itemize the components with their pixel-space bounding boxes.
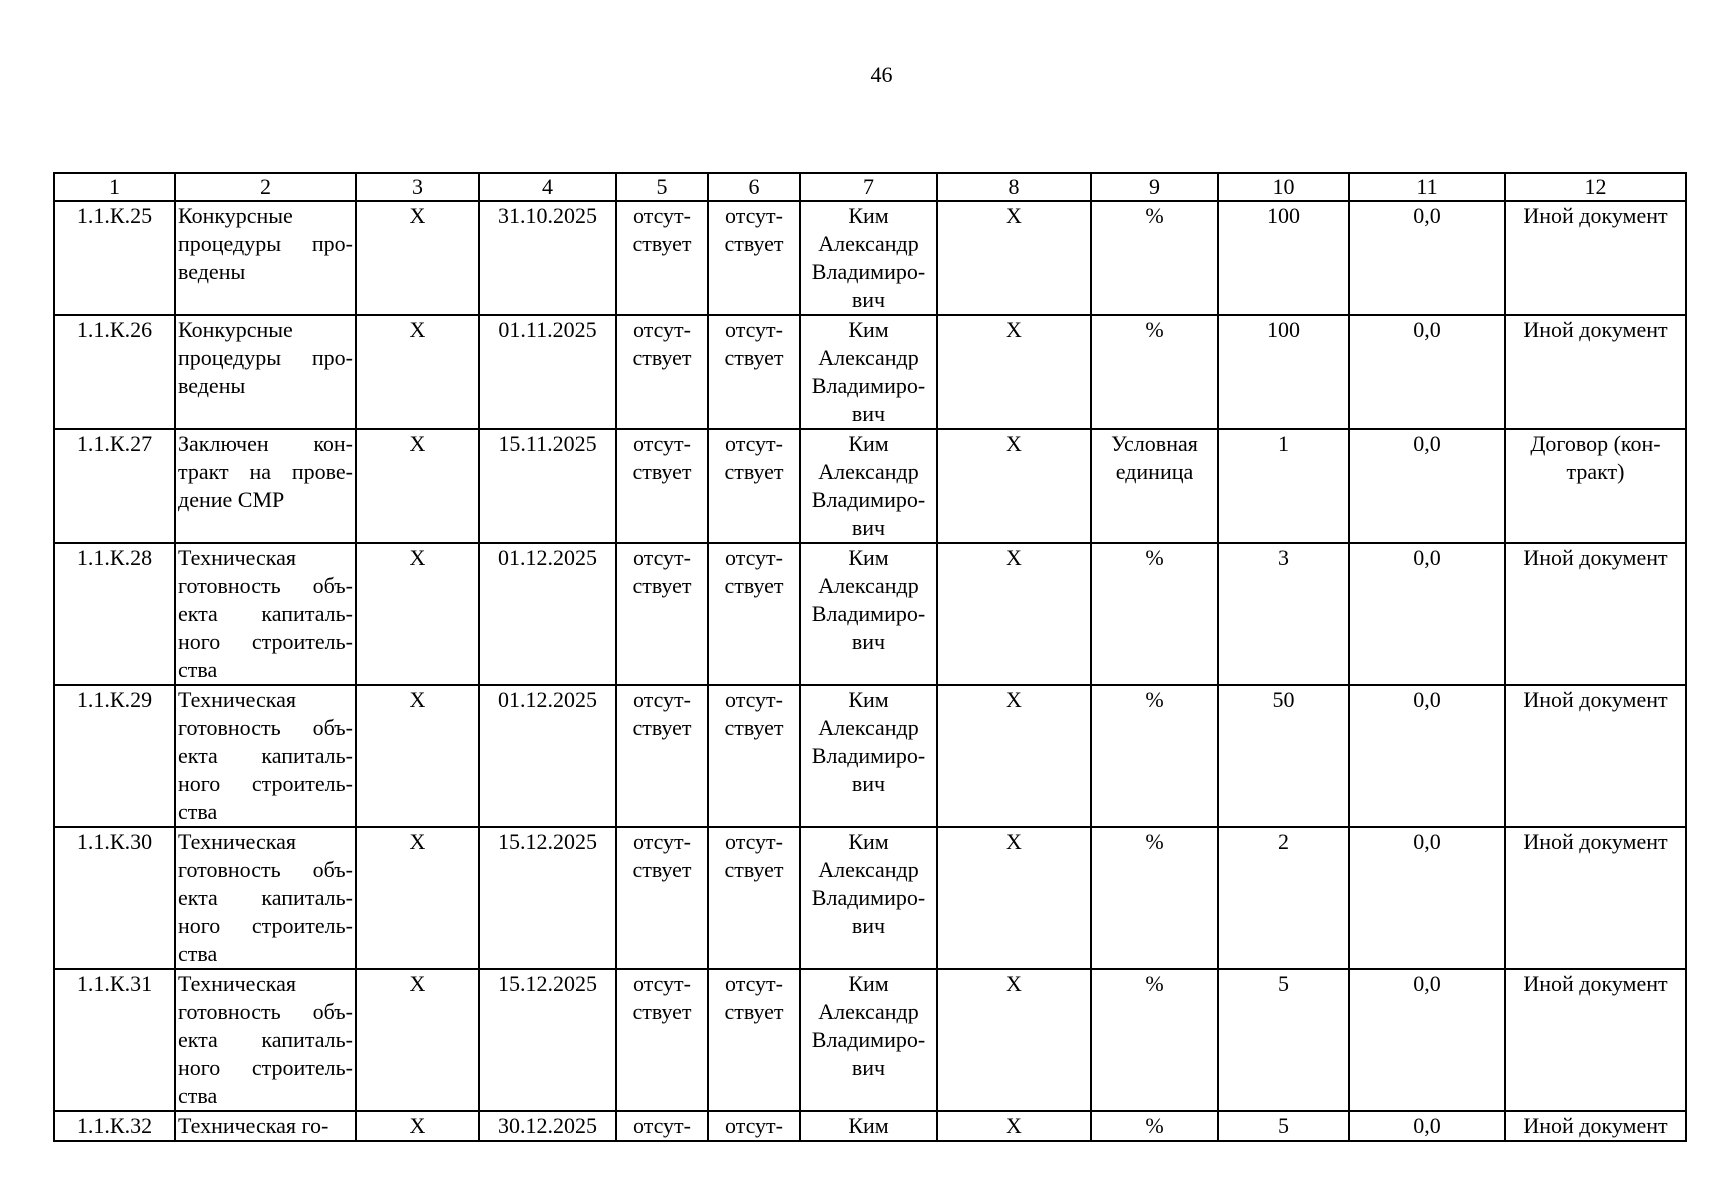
cell-col8: X xyxy=(937,315,1091,429)
row-code: 1.1.К.26 xyxy=(54,315,175,429)
cell-col8: X xyxy=(937,543,1091,685)
document-type-cell: Иной документ xyxy=(1505,543,1686,685)
result-name: Техническая готовность объ-екта капиталь-ного строитель-ства xyxy=(175,543,356,685)
cell-col6: отсут-ствует xyxy=(708,685,800,827)
column-header: 7 xyxy=(800,173,937,201)
document-type-cell: Иной документ xyxy=(1505,969,1686,1111)
column-header: 2 xyxy=(175,173,356,201)
cell-col8: X xyxy=(937,969,1091,1111)
responsible-person: Ким Александр Владимиро-вич xyxy=(800,969,937,1111)
cell-col5: отсут-ствует xyxy=(616,201,708,315)
column-header: 9 xyxy=(1091,173,1218,201)
cell-col6: отсут-ствует xyxy=(708,969,800,1111)
header-row xyxy=(54,173,1686,201)
cell-col6: отсут-ствует xyxy=(708,315,800,429)
table-row xyxy=(54,969,1686,1111)
result-name: Техническая готовность объ-екта капиталь-ного строитель-ства xyxy=(175,685,356,827)
cell-col8: X xyxy=(937,201,1091,315)
cell-col5: отсут-ствует xyxy=(616,429,708,543)
date-cell: 31.10.2025 xyxy=(479,201,616,315)
value-cell: 100 xyxy=(1218,201,1349,315)
table-row xyxy=(54,429,1686,543)
column-header: 3 xyxy=(356,173,479,201)
amount-cell: 0,0 xyxy=(1349,429,1505,543)
cell-col6: отсут-ствует xyxy=(708,429,800,543)
document-type-cell: Договор (кон-тракт) xyxy=(1505,429,1686,543)
table-row xyxy=(54,685,1686,827)
cell-col5: отсут-ствует xyxy=(616,315,708,429)
value-cell: 5 xyxy=(1218,969,1349,1111)
unit-cell: Условная единица xyxy=(1091,429,1218,543)
date-cell: 15.12.2025 xyxy=(479,827,616,969)
row-code: 1.1.К.30 xyxy=(54,827,175,969)
document-type-cell: Иной документ xyxy=(1505,827,1686,969)
responsible-person: Ким Александр Владимиро-вич xyxy=(800,429,937,543)
cell-col8: X xyxy=(937,1111,1091,1141)
cell-col3: X xyxy=(356,685,479,827)
column-header: 12 xyxy=(1505,173,1686,201)
table-row xyxy=(54,543,1686,685)
cell-col5: отсут- xyxy=(616,1111,708,1141)
value-cell: 100 xyxy=(1218,315,1349,429)
unit-cell: % xyxy=(1091,969,1218,1111)
cell-col5: отсут-ствует xyxy=(616,969,708,1111)
document-table xyxy=(53,172,1687,1142)
page-number: 46 xyxy=(870,62,893,87)
value-cell: 3 xyxy=(1218,543,1349,685)
amount-cell: 0,0 xyxy=(1349,315,1505,429)
date-cell: 30.12.2025 xyxy=(479,1111,616,1141)
document-type-cell: Иной документ xyxy=(1505,1111,1686,1141)
responsible-person: Ким xyxy=(800,1111,937,1141)
row-code: 1.1.К.25 xyxy=(54,201,175,315)
column-header: 6 xyxy=(708,173,800,201)
unit-cell: % xyxy=(1091,315,1218,429)
table-row xyxy=(54,315,1686,429)
result-name: Техническая го- xyxy=(175,1111,356,1141)
unit-cell: % xyxy=(1091,201,1218,315)
cell-col6: отсут-ствует xyxy=(708,543,800,685)
row-code: 1.1.К.27 xyxy=(54,429,175,543)
row-code: 1.1.К.31 xyxy=(54,969,175,1111)
cell-col5: отсут-ствует xyxy=(616,543,708,685)
cell-col8: X xyxy=(937,827,1091,969)
row-code: 1.1.К.29 xyxy=(54,685,175,827)
responsible-person: Ким Александр Владимиро-вич xyxy=(800,315,937,429)
cell-col6: отсут-ствует xyxy=(708,827,800,969)
cell-col3: X xyxy=(356,969,479,1111)
cell-col3: X xyxy=(356,429,479,543)
date-cell: 01.11.2025 xyxy=(479,315,616,429)
document-type-cell: Иной документ xyxy=(1505,201,1686,315)
responsible-person: Ким Александр Владимиро-вич xyxy=(800,827,937,969)
cell-col3: X xyxy=(356,543,479,685)
row-code: 1.1.К.28 xyxy=(54,543,175,685)
unit-cell: % xyxy=(1091,827,1218,969)
date-cell: 15.12.2025 xyxy=(479,969,616,1111)
document-type-cell: Иной документ xyxy=(1505,315,1686,429)
row-code: 1.1.К.32 xyxy=(54,1111,175,1141)
cell-col6: отсут-ствует xyxy=(708,201,800,315)
value-cell: 1 xyxy=(1218,429,1349,543)
result-name: Техническая готовность объ-екта капиталь-ного строитель-ства xyxy=(175,969,356,1111)
cell-col3: X xyxy=(356,1111,479,1141)
column-header: 1 xyxy=(54,173,175,201)
amount-cell: 0,0 xyxy=(1349,827,1505,969)
result-name: Конкурсные процедуры про-ведены xyxy=(175,315,356,429)
value-cell: 50 xyxy=(1218,685,1349,827)
amount-cell: 0,0 xyxy=(1349,685,1505,827)
unit-cell: % xyxy=(1091,685,1218,827)
result-name: Техническая готовность объ-екта капиталь-ного строитель-ства xyxy=(175,827,356,969)
column-header: 10 xyxy=(1218,173,1349,201)
cell-col3: X xyxy=(356,827,479,969)
column-header: 5 xyxy=(616,173,708,201)
cell-col6: отсут- xyxy=(708,1111,800,1141)
column-header: 11 xyxy=(1349,173,1505,201)
cell-col8: X xyxy=(937,429,1091,543)
date-cell: 15.11.2025 xyxy=(479,429,616,543)
amount-cell: 0,0 xyxy=(1349,1111,1505,1141)
cell-col3: X xyxy=(356,201,479,315)
date-cell: 01.12.2025 xyxy=(479,543,616,685)
value-cell: 2 xyxy=(1218,827,1349,969)
table-row xyxy=(54,201,1686,315)
responsible-person: Ким Александр Владимиро-вич xyxy=(800,685,937,827)
table-row xyxy=(54,827,1686,969)
amount-cell: 0,0 xyxy=(1349,543,1505,685)
column-header: 4 xyxy=(479,173,616,201)
table-row xyxy=(54,1111,1686,1141)
column-header: 8 xyxy=(937,173,1091,201)
amount-cell: 0,0 xyxy=(1349,201,1505,315)
date-cell: 01.12.2025 xyxy=(479,685,616,827)
unit-cell: % xyxy=(1091,543,1218,685)
amount-cell: 0,0 xyxy=(1349,969,1505,1111)
cell-col5: отсут-ствует xyxy=(616,827,708,969)
responsible-person: Ким Александр Владимиро-вич xyxy=(800,543,937,685)
document-type-cell: Иной документ xyxy=(1505,685,1686,827)
value-cell: 5 xyxy=(1218,1111,1349,1141)
responsible-person: Ким Александр Владимиро-вич xyxy=(800,201,937,315)
unit-cell: % xyxy=(1091,1111,1218,1141)
result-name: Конкурсные процедуры про-ведены xyxy=(175,201,356,315)
cell-col5: отсут-ствует xyxy=(616,685,708,827)
result-name: Заключен кон-тракт на прове-дение СМР xyxy=(175,429,356,543)
cell-col3: X xyxy=(356,315,479,429)
cell-col8: X xyxy=(937,685,1091,827)
